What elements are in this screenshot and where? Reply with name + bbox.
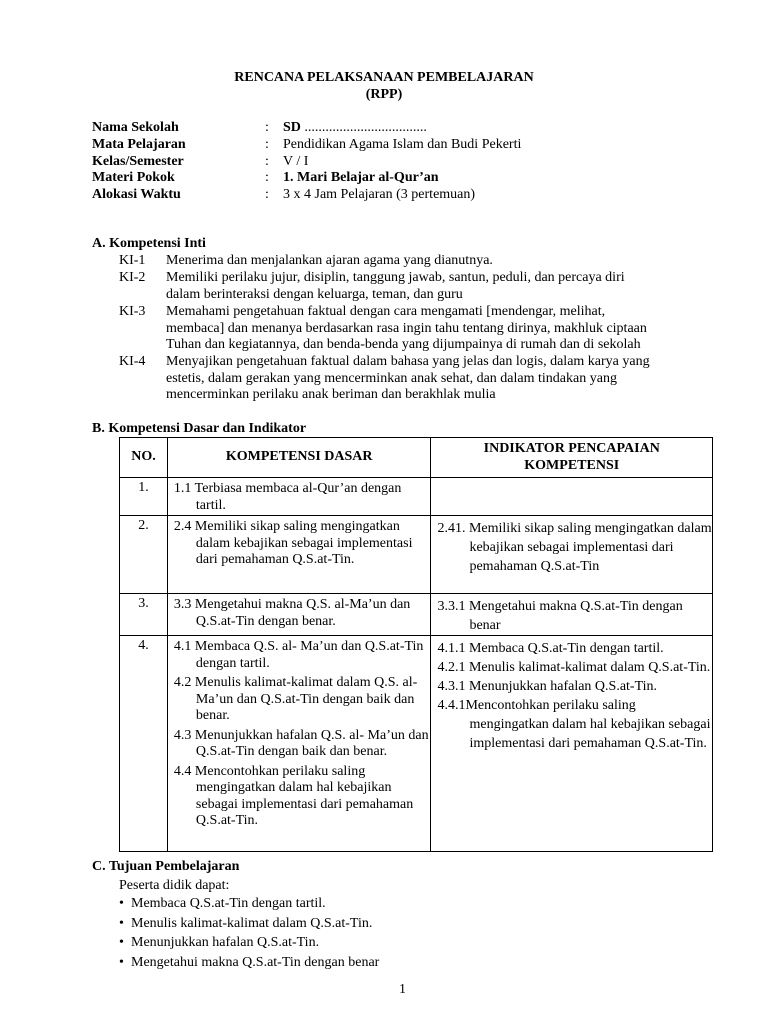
ki-text-line: Memiliki perilaku jujur, disiplin, tanggung jawab, santun, peduli, dan percaya diri <box>166 270 625 285</box>
kompetensi-dasar-item: 2.4 Memiliki sikap saling mengingatkan dalam kebajikan sebagai implementasi dari pemahaman Q.S.at-Tin. <box>173 519 413 567</box>
table-row <box>120 516 713 594</box>
kompetensi-dasar-cell <box>167 636 431 852</box>
kompetensi-dasar-item: 3.3 Mengetahui makna Q.S. al-Ma’un dan Q.S.at-Tin dengan benar. <box>173 597 411 629</box>
kompetensi-dasar-item: 1.1 Terbiasa membaca al-Qur’an dengan tartil. <box>173 481 402 513</box>
kompetensi-dasar-item: 4.1 Membaca Q.S. al- Ma’un dan Q.S.at-Tin dengan tartil. <box>173 639 424 671</box>
identity-label: Nama Sekolah <box>92 120 179 135</box>
row-number: 3. <box>120 594 168 636</box>
indikator-cell <box>431 516 713 594</box>
column-header-kompetensi-dasar: KOMPETENSI DASAR <box>167 438 431 478</box>
document-subtitle: (RPP) <box>365 87 403 102</box>
identity-row <box>0 137 768 154</box>
row-number: 1. <box>120 478 168 516</box>
column-header-indikator: INDIKATOR PENCAPAIAN KOMPETENSI <box>431 438 713 478</box>
kompetensi-dasar-item: 4.2 Menulis kalimat-kalimat dalam Q.S. al- Ma’un dan Q.S.at-Tin dengan baik dan benar. <box>173 675 418 723</box>
row-number: 4. <box>120 636 168 852</box>
objective-item <box>119 955 719 975</box>
identity-value-text: V / I <box>283 154 309 169</box>
ki-code: KI-1 <box>119 253 146 268</box>
identity-value <box>283 187 475 204</box>
objectives-list <box>119 896 719 974</box>
identity-value-bold: 1. Mari Belajar al-Qur’an <box>283 170 439 185</box>
objective-item <box>119 935 719 955</box>
ki-code: KI-2 <box>119 270 146 285</box>
indikator-item: 4.3.1 Menunjukkan hafalan Q.S.at-Tin. <box>437 679 658 694</box>
kompetensi-dasar-item: 4.3 Menunjukkan hafalan Q.S. al- Ma’un dan Q.S.at-Tin dengan baik dan benar. <box>173 727 429 759</box>
ki-text-line: Memahami pengetahuan faktual dengan cara mengamati [mendengar, melihat, <box>166 304 606 319</box>
ki-text-line: Menyajikan pengetahuan faktual dalam bahasa yang jelas dan logis, dalam karya yang <box>166 354 650 369</box>
ki-text-line: mencerminkan perilaku anak beriman dan berakhlak mulia <box>166 387 496 403</box>
ki-code: KI-4 <box>119 354 146 369</box>
ki-text-line: estetis, dalam gerakan yang mencerminkan anak sehat, dan dalam tindakan yang <box>166 370 617 386</box>
objective-item <box>119 896 719 916</box>
identity-row <box>0 154 768 171</box>
kompetensi-dasar-cell <box>167 478 431 516</box>
bullet-icon: • <box>119 915 124 931</box>
indikator-cell <box>431 636 713 852</box>
identity-colon: : <box>265 137 269 152</box>
indikator-cell <box>431 478 713 516</box>
identity-label: Materi Pokok <box>92 170 175 185</box>
identity-value-bold: SD <box>283 120 301 135</box>
indikator-item: 4.1.1 Membaca Q.S.at-Tin dengan tartil. <box>437 641 664 656</box>
identity-colon: : <box>265 187 269 202</box>
bullet-icon: • <box>119 935 124 950</box>
objective-item <box>119 916 719 936</box>
indikator-item: 4.2.1 Menulis kalimat-kalimat dalam Q.S.at-Tin. <box>437 660 711 675</box>
bullet-icon: • <box>119 896 124 911</box>
identity-row <box>0 187 768 204</box>
identity-row <box>0 170 768 187</box>
row-number: 2. <box>120 516 168 594</box>
identity-value <box>283 137 521 154</box>
indikator-item: 4.4.1Mencontohkan perilaku saling mengingatkan dalam hal kebajikan sebagai implementasi dari pemahaman Q.S.at-Tin. <box>437 698 711 751</box>
column-header-no: NO. <box>120 438 168 478</box>
indikator-item: 2.41. Memiliki sikap saling mengingatkan dalam kebajikan sebagai implementasi dari pemahaman Q.S.at-Tin <box>437 521 712 574</box>
section-c-heading: C. Tujuan Pembelajaran <box>92 859 240 874</box>
objective-text: Menunjukkan hafalan Q.S.at-Tin. <box>131 935 320 950</box>
kompetensi-dasar-cell <box>167 594 431 636</box>
section-a-heading: A. Kompetensi Inti <box>92 236 206 251</box>
objectives-intro: Peserta didik dapat: <box>119 878 230 893</box>
table-row <box>120 594 713 636</box>
objective-text: Mengetahui makna Q.S.at-Tin dengan benar <box>131 954 380 970</box>
identity-label: Alokasi Waktu <box>92 187 181 202</box>
identity-value <box>283 154 308 171</box>
kompetensi-dasar-cell <box>167 516 431 594</box>
identity-value <box>283 120 427 137</box>
identity-colon: : <box>265 120 269 135</box>
identity-value-text: 3 x 4 Jam Pelajaran (3 pertemuan) <box>283 187 476 202</box>
ki-text-line: Tuhan dan kegiatannya, dan benda-benda yang dijumpainya di rumah dan di sekolah <box>166 337 641 353</box>
identity-value-text: ................................... <box>300 120 427 135</box>
identity-value <box>283 170 439 187</box>
ki-text-line: dalam berinteraksi dengan keluarga, teman, dan guru <box>166 286 463 302</box>
identity-label: Mata Pelajaran <box>92 137 186 152</box>
indikator-item: 3.3.1 Mengetahui makna Q.S.at-Tin dengan benar <box>437 599 683 633</box>
ki-code: KI-3 <box>119 304 146 319</box>
identity-row <box>0 120 768 137</box>
table-row <box>120 636 713 852</box>
identity-colon: : <box>265 170 269 185</box>
section-b-heading: B. Kompetensi Dasar dan Indikator <box>92 421 307 436</box>
page-number: 1 <box>399 982 406 997</box>
indikator-cell <box>431 594 713 636</box>
ki-text-line: Menerima dan menjalankan ajaran agama yang dianutnya. <box>166 253 493 268</box>
objective-text: Menulis kalimat-kalimat dalam Q.S.at-Tin. <box>131 915 373 931</box>
kompetensi-dasar-item: 4.4 Mencontohkan perilaku saling mengingatkan dalam hal kebajikan sebagai implementasi dari pemahaman Q.S.at-Tin. <box>173 763 414 828</box>
document-title: RENCANA PELAKSANAAN PEMBELAJARAN <box>234 70 534 85</box>
identity-value-text: Pendidikan Agama Islam dan Budi Pekerti <box>283 137 522 152</box>
identity-colon: : <box>265 154 269 169</box>
table-header-row <box>120 438 713 478</box>
ki-text-line: membaca] dan menanya berdasarkan rasa ingin tahu tentang dirinya, makhluk ciptaan <box>166 320 647 336</box>
objective-text: Membaca Q.S.at-Tin dengan tartil. <box>131 896 326 911</box>
competence-table <box>119 437 713 852</box>
identity-label: Kelas/Semester <box>92 154 184 169</box>
table-row <box>120 478 713 516</box>
bullet-icon: • <box>119 954 124 970</box>
